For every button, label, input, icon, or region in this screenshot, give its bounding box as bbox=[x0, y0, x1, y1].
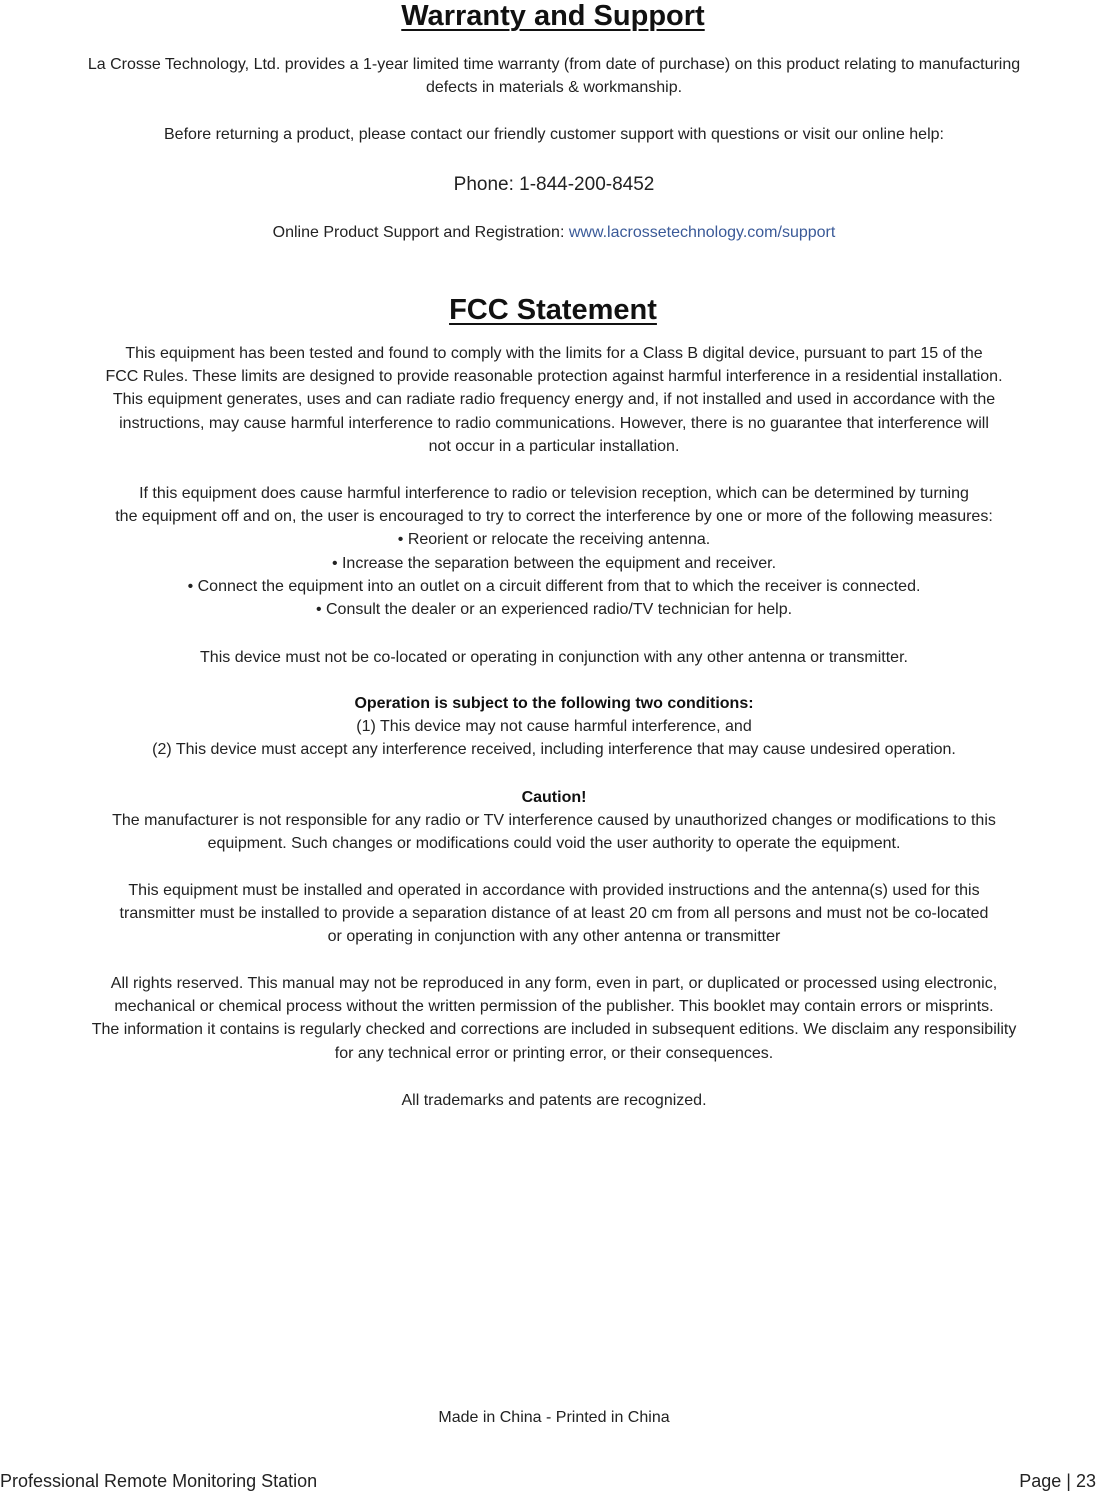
fcc-statement-line: instructions, may cause harmful interference to radio communications. However, there is no guarantee that interference will bbox=[119, 414, 989, 432]
trademarks-text bbox=[4, 1089, 1104, 1112]
fcc-statement bbox=[4, 342, 1104, 458]
colocation-line: This device must not be co-located or operating in conjunction with any other antenna or transmitter. bbox=[200, 649, 908, 666]
before-returning-line: Before returning a product, please contact our friendly customer support with questions or visit our online help: bbox=[164, 126, 944, 143]
measure-item: • Reorient or relocate the receiving antenna. bbox=[397, 531, 711, 549]
installation-line: This equipment must be installed and operated in accordance with provided instructions and the antenna(s) used for this bbox=[128, 882, 980, 899]
online-support bbox=[4, 221, 1104, 244]
fcc-statement-line: FCC Rules. These limits are designed to provide reasonable protection against harmful interference in a residential installation. bbox=[105, 368, 1003, 386]
measure-item: • Consult the dealer or an experienced radio/TV technician for help. bbox=[315, 601, 793, 619]
rights-line: mechanical or chemical process without the written permission of the publisher. This booklet may contain errors or misprints. bbox=[114, 998, 994, 1016]
measure-item: • Connect the equipment into an outlet on a circuit different from that to which the receiver is connected. bbox=[187, 577, 921, 595]
warranty-heading: Warranty and Support bbox=[401, 0, 705, 32]
conditions-title: Operation is subject to the following two conditions: bbox=[354, 695, 754, 712]
rights-line: The information it contains is regularly checked and corrections are included in subsequent editions. We disclaim any responsibility bbox=[91, 1021, 1017, 1039]
installation-line: transmitter must be installed to provide a separation distance of at least 20 cm from all persons and must not be co-located bbox=[119, 905, 989, 923]
phone-line: Phone: 1-844-200-8452 bbox=[453, 174, 655, 195]
page-number: Page | 23 bbox=[1019, 1471, 1096, 1491]
rights-line: All rights reserved. This manual may not be reproduced in any form, even in part, or duplicated or processed using electronic, bbox=[110, 975, 998, 992]
online-support-label: Online Product Support and Registration: bbox=[272, 224, 569, 241]
warranty-line-2: defects in materials & workmanship. bbox=[425, 79, 683, 97]
fcc-statement-line: This equipment has been tested and found to comply with the limits for a Class B digital device, pursuant to part 15 of the bbox=[125, 345, 983, 362]
warranty-paragraph bbox=[4, 53, 1104, 99]
interference-line: If this equipment does cause harmful interference to radio or television reception, which can be determined by turning bbox=[139, 485, 969, 502]
condition-item: (1) This device may not cause harmful interference, and bbox=[356, 718, 752, 736]
phone-number bbox=[4, 173, 1104, 197]
condition-item: (2) This device must accept any interference received, including interference that may cause undesired operation. bbox=[152, 741, 956, 759]
fcc-heading: FCC Statement bbox=[449, 294, 657, 326]
before-returning-text bbox=[4, 123, 1104, 146]
made-in-text bbox=[4, 1406, 1104, 1429]
caution-block bbox=[4, 786, 1104, 856]
interference-paragraph bbox=[4, 482, 1104, 621]
online-support-line bbox=[4, 221, 1104, 244]
installation-line: or operating in conjunction with any other antenna or transmitter bbox=[327, 928, 781, 946]
trademarks-line: All trademarks and patents are recognized. bbox=[401, 1092, 707, 1109]
measure-item: • Increase the separation between the equipment and receiver. bbox=[331, 554, 777, 572]
colocation-text bbox=[4, 646, 1104, 669]
rights-paragraph bbox=[4, 972, 1104, 1065]
caution-line: The manufacturer is not responsible for any radio or TV interference caused by unauthorized changes or modifications to this bbox=[112, 812, 996, 830]
support-link[interactable]: www.lacrossetechnology.com/support bbox=[568, 224, 836, 241]
conditions-block bbox=[4, 692, 1104, 762]
warranty-line-1: La Crosse Technology, Ltd. provides a 1-year limited time warranty (from date of purchase) on this product relating to manufacturing bbox=[87, 56, 1021, 73]
installation-paragraph bbox=[4, 879, 1104, 949]
rights-line: for any technical error or printing error, or their consequences. bbox=[334, 1044, 774, 1062]
made-in-line: Made in China - Printed in China bbox=[438, 1409, 670, 1426]
interference-line: the equipment off and on, the user is encouraged to try to correct the interference by one or more of the following measures: bbox=[115, 508, 993, 526]
caution-title: Caution! bbox=[521, 789, 587, 806]
fcc-statement-line: This equipment generates, uses and can radiate radio frequency energy and, if not installed and used in accordance with the bbox=[112, 391, 996, 409]
fcc-statement-line: not occur in a particular installation. bbox=[428, 437, 680, 455]
caution-line: equipment. Such changes or modifications could void the user authority to operate the equipment. bbox=[207, 835, 901, 853]
footer-title: Professional Remote Monitoring Station bbox=[0, 1471, 318, 1491]
